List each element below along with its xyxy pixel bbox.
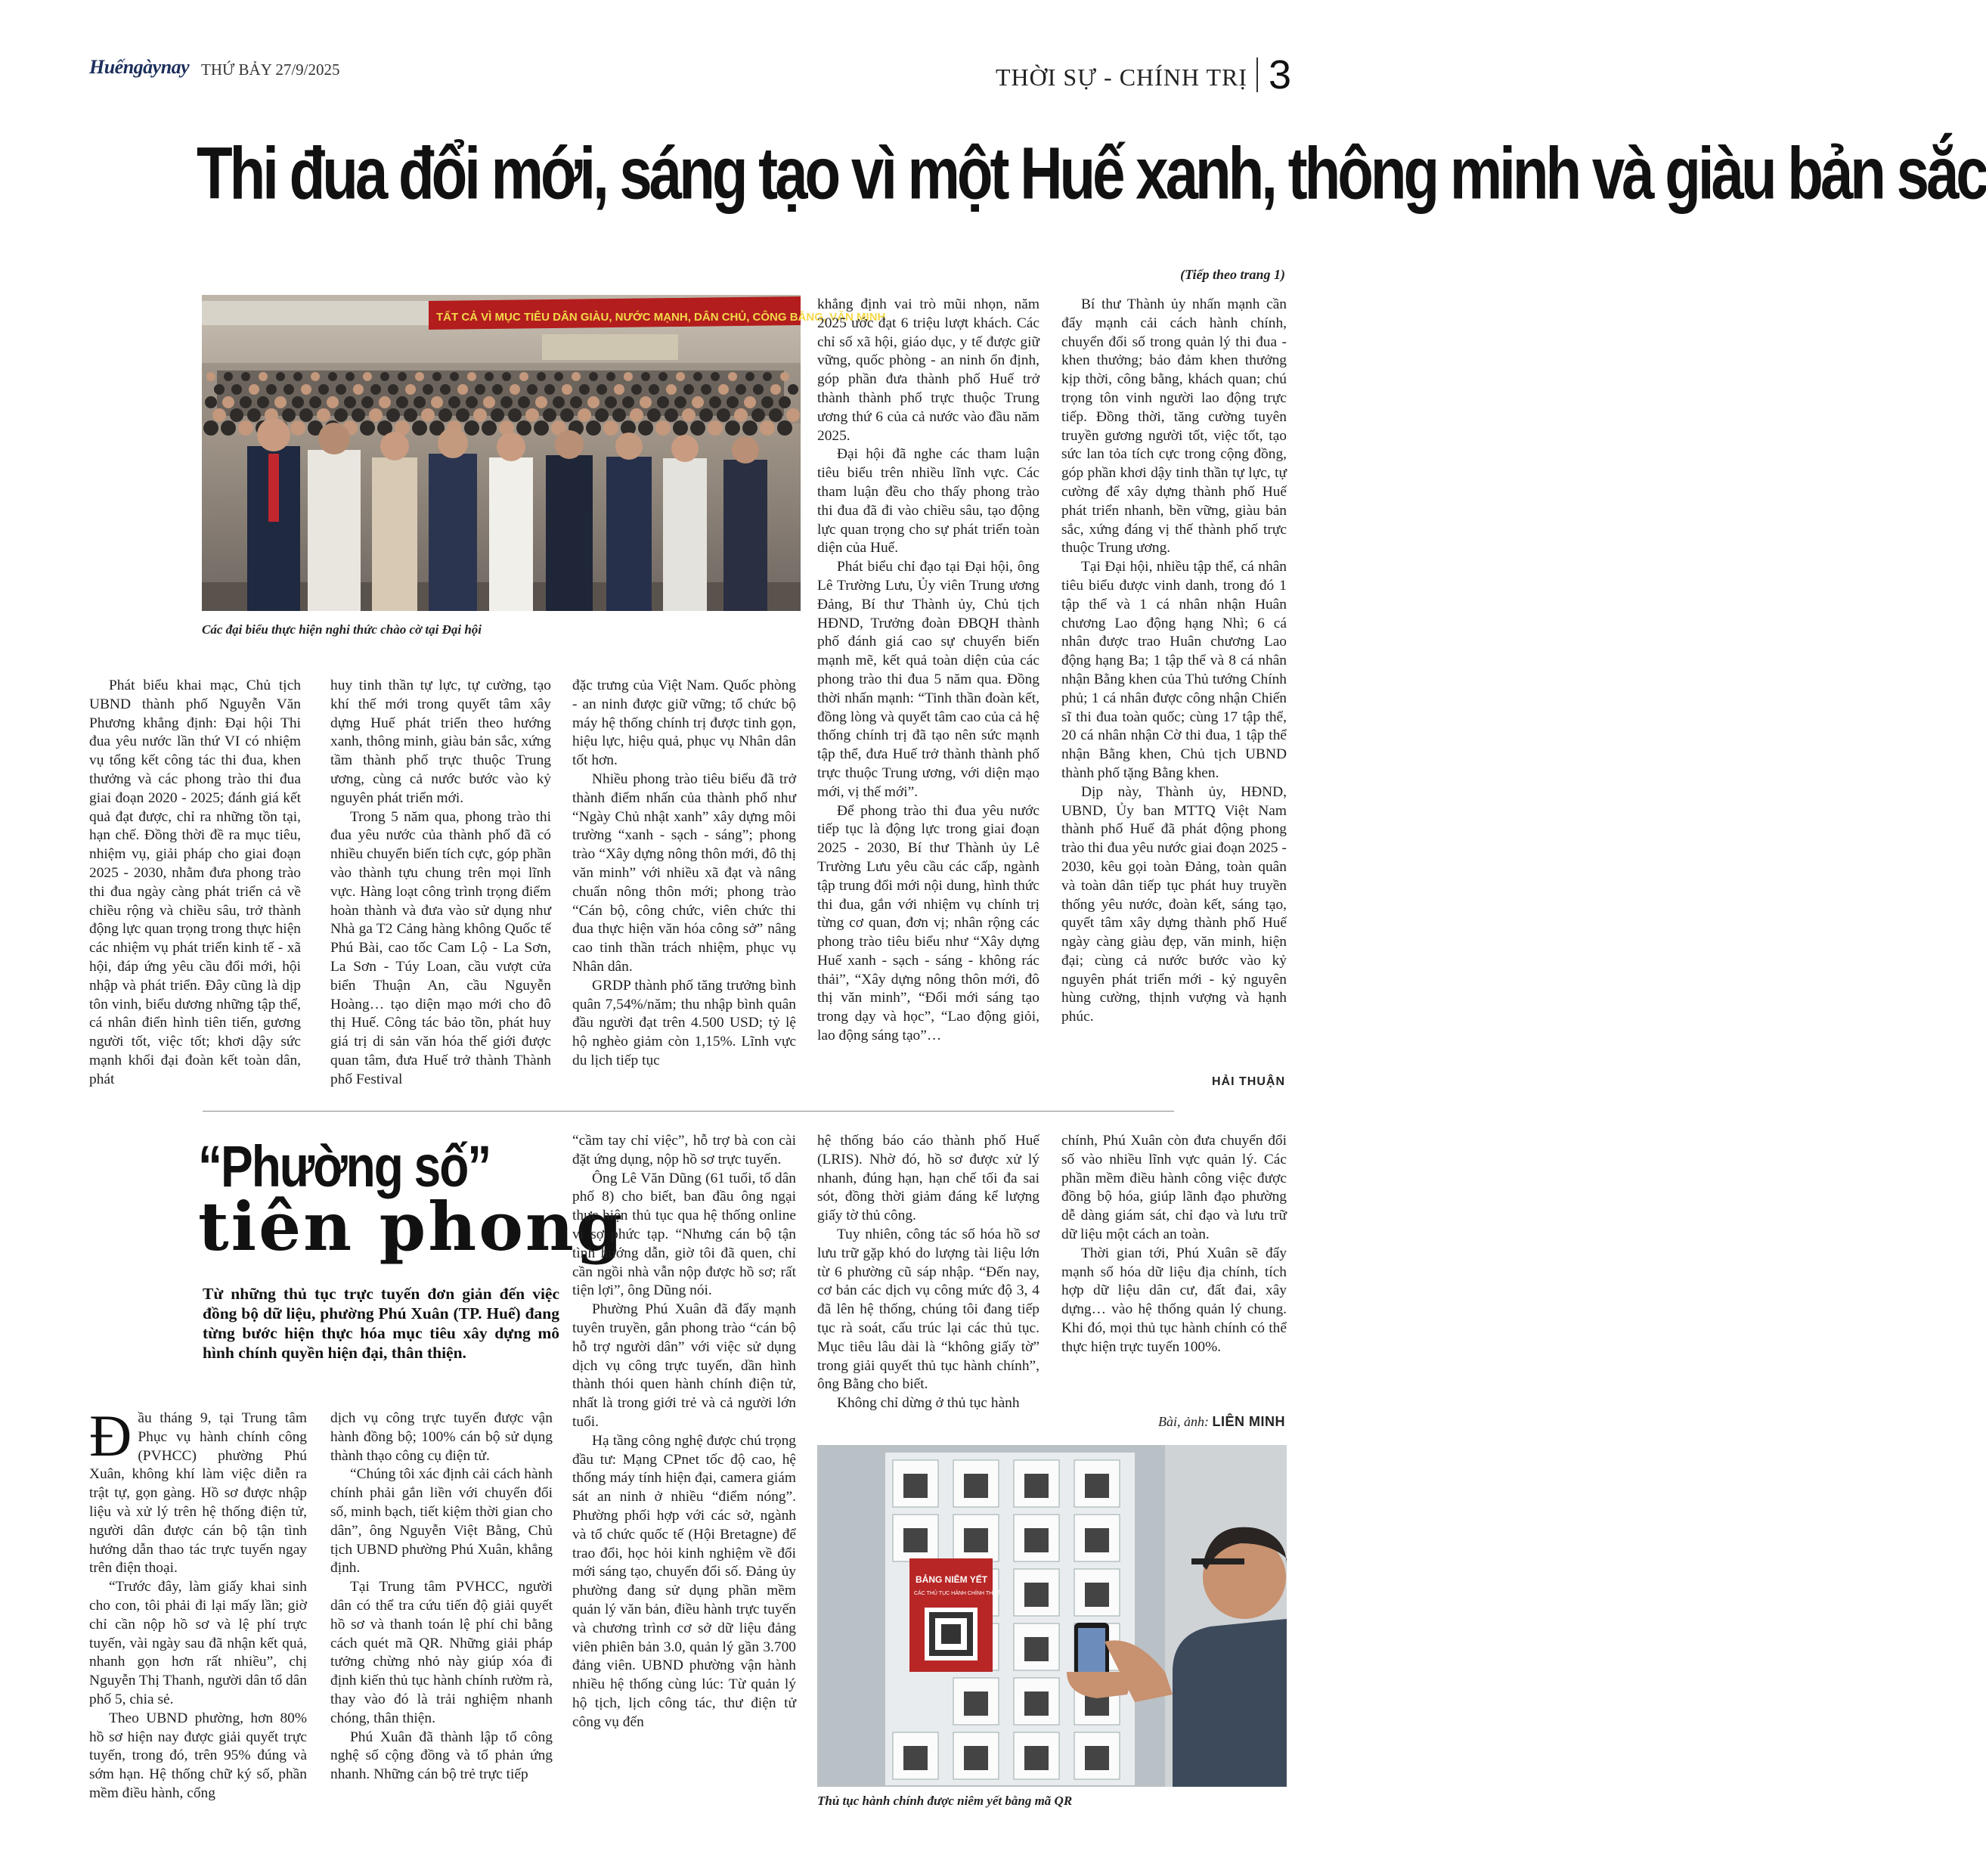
crowd-figure [301, 384, 311, 395]
qr-board-photo-caption: Thủ tục hành chính được niêm yết bằng mã QR [817, 1794, 1073, 1808]
story1-column-2 [330, 677, 551, 1090]
crowd-figure [336, 384, 346, 395]
paragraph: Hạ tầng công nghệ được chú trọng đầu tư: Mạng CPnet tốc độ cao, hệ thống máy tính hiện đại, camera giám sát an ninh ở nhiều “điểm nóng”. Phường phối hợp với các sở, ngành và tổ chức quốc tế (Hội Bretagne) để trao đổi, học hỏi kinh nghiệm về đổi mới sáng tạo, chuyển đổi số. Đảng ủy phường đang sử dụng phần mềm quản lý văn bản, điều hành trực tuyến và chương trình cơ sở dữ liệu đảng viên phiên bản 3.0, quản lý gần 3.700 đảng viên. UBND phường vận hành nhiều hệ thống cùng lúc: Từ quản lý hộ tịch, lịch công tác, thư điện tử công vụ đến [572, 1432, 796, 1730]
ceremony-photo [202, 295, 886, 611]
crowd-figure [727, 396, 739, 408]
story1-byline: HẢI THUẬN [1212, 1075, 1285, 1088]
crowd-figure [450, 372, 459, 381]
crowd-figure [241, 372, 250, 381]
crowd-figure [535, 396, 547, 408]
crowd-figure [386, 408, 400, 422]
crowd-figure [751, 408, 765, 422]
crowd-figure [554, 372, 563, 381]
crowd-figure [360, 420, 375, 436]
crowd-figure [485, 372, 494, 381]
crowd-figure [641, 372, 650, 381]
qr-code [1024, 1637, 1049, 1661]
crowd-figure [586, 420, 601, 436]
crowd-figure [640, 396, 652, 408]
crowd-figure [622, 396, 634, 408]
crowd-figure [290, 420, 305, 436]
story2-column-5 [1061, 1132, 1287, 1357]
issue-date: THỨ BẢY 27/9/2025 [201, 60, 340, 79]
story2-column-4 [817, 1132, 1039, 1413]
crowd-figure [370, 384, 381, 395]
crowd-figure [606, 372, 615, 381]
qr-code [1085, 1474, 1109, 1498]
crowd-figure [212, 408, 226, 422]
crowd-figure [421, 408, 435, 422]
crowd-figure [456, 408, 469, 422]
newspaper-logo: Huếngàynay [89, 56, 190, 78]
paragraph: Theo UBND phường, hơn 80% hồ sơ hiện nay được giải quyết trực tuyến, trong đó, trên 95% đúng và sớm hạn. Hệ thống chữ ký số, phần mềm điều hành, cổng [89, 1710, 307, 1801]
crowd-figure [560, 408, 574, 422]
qr-code [1085, 1746, 1109, 1770]
qr-code [1024, 1528, 1049, 1552]
paragraph: ầu tháng 9, tại Trung tâm Phục vụ hành chính công (PVHCC) phường Phú Xuân, không khí làm việc diễn ra trật tự, gọn gàng. Hồ sơ được nhập liệu và xử lý trên hệ thống điện tử, người dân được cán bộ tận tình hướng dẫn thao tác trực tuyến ngay trên điện thoại. [89, 1410, 307, 1577]
qr-code [964, 1692, 988, 1716]
crowd-figure [457, 384, 468, 395]
crowd-figure [363, 372, 372, 381]
paragraph: “Chúng tôi xác định cải cách hành chính phải gắn liền với chuyển đổi số, minh bạch, tiết kiệm thời gian cho dân”, ông Nguyễn Việt Bằng, Chủ tịch UBND phường Phú Xuân, khẳng định. [330, 1466, 553, 1577]
crowd-figure [734, 408, 748, 422]
paragraph: Trong 5 năm qua, phong trào thi đua yêu nước của thành phố đã có nhiều chuyển biến tích cực, góp phần vào thành tựu chung trên mọi lĩnh vực. Hàng loạt công trình trọng điểm hoàn thành và đưa vào sử dụng như Nhà ga T2 Cảng hàng không Quốc tế Phú Bài, cao tốc Cam Lộ - La Sơn, La Sơn - Túy Loan, cầu vượt cửa biển Thuận An, cầu Nguyễn Hoàng… tạo diện mạo mới cho đô thị Huế. Công tác bảo tồn, phát huy giá trị di sản văn hóa thế giới được quan tâm, đưa Huế trở thành Thành phố Festival [330, 808, 551, 1087]
crowd-figure [508, 408, 522, 422]
story1-column-1 [89, 677, 301, 1090]
crowd-figure [570, 396, 582, 408]
qr-code [964, 1474, 988, 1498]
story1-column-5 [1061, 296, 1287, 1027]
crowd-figure [603, 420, 618, 436]
crowd-figure [624, 372, 633, 381]
paragraph: Tuy nhiên, công tác số hóa hồ sơ lưu trữ gặp khó do lượng tài liệu lớn từ 6 phường cũ sáp nhập. “Đến nay, cơ bản các dịch vụ công mức độ 3, 4 đã lên hệ thống, chúng tôi đang tiếp tục rà soát, cấu trúc lại các thủ tục. Mục tiêu lâu dài là “không giấy tờ” trong giải quyết thủ tục hành chính”, ông Bằng cho biết. [817, 1226, 1039, 1393]
crowd-figure [203, 420, 218, 436]
crowd-figure [711, 372, 720, 381]
story2-kicker: “Phường số” [198, 1133, 491, 1199]
photo-banner-text: TẤT CẢ VÌ MỤC TIÊU DÂN GIÀU, NƯỚC MẠNH, DÂN CHỦ, CÔNG BẰNG, VĂN MINH [436, 311, 886, 324]
crowd-figure [673, 420, 688, 436]
crowd-figure [525, 408, 539, 422]
crowd-figure [438, 408, 452, 422]
crowd-figure [257, 396, 269, 408]
crowd-figure [596, 384, 607, 395]
story2-byline [1158, 1414, 1285, 1430]
crowd-figure [473, 408, 487, 422]
crowd-figure [753, 384, 764, 395]
paragraph: Tại Trung tâm PVHCC, người dân có thể tra cứu tiến độ giải quyết hồ sơ và thanh toán lệ phí chỉ bằng cách quét mã QR. Những giải pháp tưởng chừng nhỏ này giúp xóa đi định kiến thủ tục hành chính rườm rà, thay vào đó là trải nghiệm nhanh chóng, thân thiện. [330, 1579, 553, 1726]
crowd-figure [230, 408, 243, 422]
crowd-figure [760, 420, 775, 436]
crowd-figure [328, 372, 337, 381]
paragraph: Dịp này, Thành ủy, HĐND, UBND, Ủy ban MTTQ Việt Nam thành phố Huế đã phát động phong trào thi đua yêu nước giai đoạn 2025 - 2030, kêu gọi toàn Đảng, toàn quân và toàn dân tiếp tục phát huy truyền thống yêu nước, đoàn kết, sáng tạo, quyết tâm xây dựng thành phố Huế ngày càng giàu đẹp, văn minh, hiện đại; cùng cả nước bước vào kỷ nguyên phát triển mới - kỷ nguyên hùng cường, thịnh vượng và hạnh phúc. [1061, 783, 1287, 1025]
crowd-figure [725, 420, 740, 436]
crowd-figure [543, 408, 556, 422]
paragraph: khẳng định vai trò mũi nhọn, năm 2025 ước đạt 6 triệu lượt khách. Các chỉ số xã hội, giáo dục, y tế được giữ vững, quốc phòng - an ninh ổn định, góp phần đưa thành phố Huế trở thành thành phố trực thuộc Trung ương thứ 6 của cả nước vào đầu năm 2025. [817, 296, 1039, 444]
qr-code [903, 1474, 928, 1498]
crowd-figure [221, 420, 236, 436]
crowd-figure [595, 408, 609, 422]
crowd-figure [587, 396, 600, 408]
crowd-figure [562, 384, 572, 395]
crowd-figure [630, 408, 643, 422]
crowd-figure [404, 408, 417, 422]
paragraph: “Trước đây, làm giấy khai sinh cho con, tôi phải đi lại mấy lần; giờ chỉ cần nộp hồ sơ và lệ phí trực tuyến, vài ngày sau đã nhận kết quả, nhanh gọn hơn rất nhiều”, chị Nguyễn Thị Thanh, người dân tổ dân phố 5, chia sẻ. [89, 1579, 307, 1707]
crowd-figure [475, 384, 485, 395]
continued-from-note: (Tiếp theo trang 1) [1180, 267, 1285, 282]
board-title: BẢNG NIÊM YẾT [916, 1574, 988, 1585]
crowd-figure [676, 372, 685, 381]
crowd-figure [448, 396, 460, 408]
paragraph: “cầm tay chỉ việc”, hỗ trợ bà con cài đặt ứng dụng, nộp hồ sơ trực tuyến. [572, 1133, 796, 1167]
crowd-figure [742, 420, 758, 436]
crowd-figure [692, 396, 704, 408]
crowd-figure [779, 396, 791, 408]
crowd-figure [736, 384, 746, 395]
crowd-figure [500, 396, 513, 408]
story2-column-3 [572, 1132, 796, 1732]
paragraph: Thời gian tới, Phú Xuân sẽ đẩy mạnh số hóa dữ liệu địa chính, tích hợp dữ liệu dân cư, đất đai, xây dựng… vào hệ thống quản lý chung. Khi đó, mọi thủ tục hành chính có thể thực hiện trực tuyến 100%. [1061, 1245, 1287, 1355]
qr-code [903, 1746, 928, 1770]
paragraph: Phú Xuân đã thành lập tổ công nghệ số cộng đồng và tổ phản ứng nhanh. Những cán bộ trẻ trực tiếp [330, 1729, 553, 1783]
board-subtitle: CÁC THỦ TỤC HÀNH CHÍNH THUẾ [914, 1591, 1000, 1596]
crowd-figure [380, 372, 389, 381]
crowd-figure [466, 396, 478, 408]
crowd-figure [657, 396, 669, 408]
paragraph: Nhiều phong trào tiêu biểu đã trở thành điểm nhấn của thành phố như “Ngày Chủ nhật xanh” xây dựng môi trường “xanh - sạch - sáng”; phong trào “Xây dựng nông thôn mới, đô thị văn minh” với nhiều xã đạt và nâng chuẩn nông thôn mới; phong trào “Cán bộ, công chức, viên chức thi đua thực hiện văn hóa công sở” nâng cao tinh thần trách nhiệm, phục vụ Nhân dân. [572, 771, 796, 975]
crowd-figure [780, 372, 789, 381]
crowd-figure [693, 372, 702, 381]
paragraph: Phát biểu khai mạc, Chủ tịch UBND thành phố Nguyễn Văn Phương khẳng định: Đại hội Thi đua yêu nước lần thứ VI có nhiệm vụ tổng kết công tác thi đua, khen thưởng và các phong trào thi đua giai đoạn 2020 - 2025; đánh giá kết quả đạt được, chỉ ra những tồn tại, hạn chế. Đồng thời đề ra mục tiêu, nhiệm vụ, giải pháp cho giai đoạn 2025 - 2030, nhằm đưa phong trào thi đua ngày càng phát triển cả về chiều rộng và chiều sâu, trở thành động lực quan trọng trong thực hiện các nhiệm vụ phát triển kinh tế - xã hội, đáp ứng yêu cầu đổi mới, hội nhập và phát triển. Đây cũng là dịp tôn vinh, biểu dương những tập thể, cá nhân điển hình tiên tiến, gương người tốt, việc tốt; khơi dậy sức mạnh khối đại đoàn kết toàn dân, phát [89, 678, 301, 1087]
crowd-figure [205, 396, 217, 408]
qr-code [1024, 1474, 1049, 1498]
crowd-figure [492, 384, 503, 395]
crowd-figure [763, 372, 772, 381]
crowd-figure [770, 384, 781, 395]
crowd-figure [240, 396, 252, 408]
crowd-figure [414, 396, 426, 408]
byline-prefix: Bài, ảnh: [1158, 1414, 1213, 1429]
crowd-figure [690, 420, 705, 436]
crowd-figure [361, 396, 373, 408]
paragraph: Bí thư Thành ủy nhấn mạnh cần đẩy mạnh cải cách hành chính, chuyển đổi số trong quản lý thi đua - khen thưởng; bảo đảm khen thưởng kịp thời, công bằng, khách quan; chú trọng tôn vinh người lao động trực tiếp. Đồng thời, tăng cường tuyên truyền gương người tốt, việc tốt, tạo sức lan tỏa tích cực trong cộng đồng, góp phần khơi dậy tinh thần tự lực, tự cường để xây dựng thành phố Huế phát triển nhanh, bền vững, giàu bản sắc, xứng đáng vị thế thành phố trực thuộc Trung ương. [1061, 296, 1287, 557]
crowd-figure [259, 372, 268, 381]
story2-title: tiên phong [198, 1187, 625, 1266]
crowd-figure [353, 384, 364, 395]
crowd-figure [432, 372, 442, 381]
crowd-figure [516, 420, 531, 436]
paragraph: Đại hội đã nghe các tham luận tiêu biểu trên nhiều lĩnh vực. Các tham luận đều cho thấy phong trào thi đua đã đi vào chiều sâu, tạo động lực quan trọng cho sự phát triển toàn diện của Huế. [817, 446, 1039, 557]
crowd-figure [638, 420, 653, 436]
qr-code [1024, 1583, 1049, 1607]
crowd-figure [405, 384, 416, 395]
crowd-figure [518, 396, 530, 408]
crowd-figure [647, 408, 661, 422]
paragraph: Để phong trào thi đua yêu nước tiếp tục là động lực trong giai đoạn 2025 - 2030, Bí thư Thành ủy Lê Trường Lưu yêu cầu các cấp, ngành tập trung đổi mới nội dung, hình thức thi đua, gắn với nhiệm vụ chính trị từng cơ quan, đơn vị; nhân rộng các phong trào tiêu biểu như “Xây dựng Huế xanh - sạch - sáng - không rác thải”, “Xây dựng nông thôn mới, đô thị văn minh”, “Đổi mới sáng tạo trong dạy và học”, “Lao động giỏi, lao động sáng tạo”… [817, 802, 1039, 1044]
qr-code [1085, 1528, 1109, 1552]
qr-board-photo [817, 1445, 1287, 1787]
crowd-figure [519, 372, 528, 381]
crowd-figure [276, 372, 285, 381]
crowd-figure [578, 408, 591, 422]
crowd-figure [510, 384, 520, 395]
crowd-figure [369, 408, 383, 422]
section-title: THỜI SỰ - CHÍNH TRỊ [996, 64, 1247, 91]
paragraph: huy tinh thần tự lực, tự cường, tạo khí thế mới trong quyết tâm xây dựng Huế phát triển theo hướng xanh, thông minh, giàu bản sắc, xứng tầm thành phố trực thuộc Trung ương, cùng cả nước bước vào kỷ nguyên phát triển mới. [330, 678, 551, 806]
crowd-figure [431, 396, 443, 408]
crowd-figure [537, 372, 546, 381]
paragraph: hệ thống báo cáo thành phố Huế (LRIS). Nhờ đó, hồ sơ được xử lý nhanh, đúng hạn, hạn chế tối đa sai sót, đồng thời giảm đáng kể lượng giấy tờ thủ công. [817, 1133, 1039, 1224]
crowd-figure [612, 408, 626, 422]
drop-cap: Đ [89, 1403, 132, 1468]
crowd-figure [614, 384, 624, 395]
crowd-figure [206, 372, 215, 381]
crowd-figure [744, 396, 756, 408]
crowd-figure [317, 408, 330, 422]
qr-code [1024, 1692, 1049, 1716]
story2-column-2 [330, 1409, 553, 1785]
byline-name: LIÊN MINH [1212, 1414, 1285, 1429]
crowd-figure [658, 372, 668, 381]
ceremony-photo-caption: Các đại biểu thực hiện nghi thức chào cờ tại Đại hội [202, 622, 482, 637]
crowd-figure [292, 396, 304, 408]
crowd-figure [318, 384, 329, 395]
crowd-figure [728, 372, 737, 381]
crowd-figure [412, 420, 427, 436]
qr-code [1024, 1746, 1049, 1770]
crowd-figure [701, 384, 711, 395]
story1-column-3 [572, 677, 796, 1071]
crowd-figure [282, 408, 296, 422]
qr-code [964, 1528, 988, 1552]
crowd-figure [631, 384, 642, 395]
crowd-figure [238, 420, 253, 436]
crowd-figure [655, 420, 671, 436]
crowd-figure [293, 372, 302, 381]
crowd-figure [666, 384, 677, 395]
crowd-figure [396, 396, 408, 408]
crowd-figure [388, 384, 398, 395]
crowd-figure [553, 396, 565, 408]
crowd-figure [231, 384, 242, 395]
paragraph: Tại Đại hội, nhiều tập thể, cá nhân tiêu biểu được vinh danh, trong đó 1 tập thể và 1 cá nhân nhận Huân chương Lao động hạng Nhì; 6 cá nhân được trao Huân chương Lao động hạng Ba; 1 tập thể và 8 cá nhân nhận Bằng khen của Thủ tướng Chính phủ; 1 cá nhân được công nhận Chiến sĩ thi đua toàn quốc; cùng 17 tập thể, 20 cá nhân nhận Cờ thi đua, 1 tập thể nhận Bằng khen, Chủ tịch UBND thành phố tặng Bằng khen. [1061, 559, 1287, 781]
story2-column-1 [89, 1403, 307, 1803]
paragraph: Không chỉ dừng ở thủ tục hành [837, 1395, 1020, 1412]
qr-code [1085, 1583, 1109, 1607]
crowd-figure [379, 396, 391, 408]
crowd-figure [274, 396, 287, 408]
crowd-figure [649, 384, 659, 395]
crowd-figure [745, 372, 754, 381]
crowd-figure [415, 372, 424, 381]
crowd-figure [266, 384, 277, 395]
crowd-figure [334, 408, 348, 422]
story1-column-4 [817, 296, 1039, 1046]
crowd-figure [674, 396, 686, 408]
crowd-figure [572, 372, 581, 381]
paragraph: Ông Lê Văn Dũng (61 tuổi, tổ dân phố 8) cho biết, ban đầu ông ngại thực hiện thủ tục qua hệ thống online vì sợ phức tạp. “Nhưng cán bộ tận tình hướng dẫn, giờ tôi đã quen, chỉ cần ngồi nhà vẫn nộp được hồ sơ; rất tiện lợi”, ông Dũng nói. [572, 1170, 796, 1299]
paragraph: dịch vụ công trực tuyến được vận hành đồng bộ; 100% cán bộ sử dụng thành thạo công cụ điện tử. [330, 1410, 553, 1464]
crowd-figure [761, 396, 773, 408]
masthead-divider [1256, 57, 1258, 92]
crowd-figure [309, 396, 321, 408]
crowd-figure [398, 372, 407, 381]
crowd-figure [708, 420, 723, 436]
qr-code [964, 1746, 988, 1770]
paragraph: chính, Phú Xuân còn đưa chuyển đổi số vào nhiều lĩnh vực quản lý. Các phần mềm điều hành công việc được đồng bộ hóa, giúp lãnh đạo phường dễ dàng giám sát, chỉ đạo và lưu trữ dữ liệu một cách an toàn. [1061, 1133, 1287, 1242]
qr-code [903, 1528, 928, 1552]
crowd-figure [467, 372, 476, 381]
crowd-figure [605, 396, 617, 408]
crowd-figure [249, 384, 259, 395]
story2-lead: Từ những thủ tục trực tuyến đơn giản đến việc đồng bộ dữ liệu, phường Phú Xuân (TP. Huế) đang từng bước hiện thực hóa mục tiêu xây dựng mô hình chính quyền hiện đại, thân thiện. [203, 1285, 559, 1362]
paragraph: Phường Phú Xuân đã đẩy mạnh tuyên truyền, gắn phong trào “cán bộ hỗ trợ người dân” với việc sử dụng dịch vụ công trực tuyến, dần hình thành thói quen hành chính điện tử, nhất là trong giới trẻ và cả người lớn tuổi. [572, 1301, 796, 1430]
crowd-figure [718, 384, 729, 395]
crowd-figure [717, 408, 730, 422]
crowd-figure [344, 396, 356, 408]
crowd-figure [579, 384, 590, 395]
story-divider [203, 1111, 1174, 1112]
crowd-figure [502, 372, 511, 381]
crowd-figure [699, 408, 713, 422]
crowd-figure [709, 396, 721, 408]
crowd-figure [327, 396, 339, 408]
crowd-figure [777, 420, 792, 436]
crowd-figure [440, 384, 451, 395]
crowd-figure [491, 408, 504, 422]
crowd-figure [299, 408, 313, 422]
masthead [89, 52, 1291, 98]
crowd-figure [283, 384, 294, 395]
crowd-figure [247, 408, 261, 422]
paragraph: Phát biểu chỉ đạo tại Đại hội, ông Lê Trường Lưu, Ủy viên Trung ương Đảng, Bí thư Thành ủy, Chủ tịch HĐND, Trưởng đoàn ĐBQH thành phố đánh giá cao sự chuyển biến mạnh mẽ, kết quả toàn diện của các phong trào thi đua 5 năm qua. Đồng thời nhấn mạnh: “Tinh thần đoàn kết, đồng lòng và quyết tâm cao của cả hệ thống chính trị đã tạo nên sức mạnh tập thể, đưa Huế trở thành thành phố trực thuộc Trung ương, với diện mạo mới, vị thế mới”. [817, 559, 1039, 800]
crowd-figure [214, 384, 225, 395]
crowd-figure [464, 420, 479, 436]
crowd-figure [482, 420, 497, 436]
crowd-figure [544, 384, 555, 395]
paragraph: đặc trưng của Việt Nam. Quốc phòng - an ninh được giữ vững; tổ chức bộ máy hệ thống chính trị được tinh gọn, hiệu lực, hiệu quả, phục vụ Nhân dân tốt hơn. [572, 678, 796, 769]
crowd-figure [527, 384, 538, 395]
crowd-figure [682, 408, 696, 422]
crowd-figure [683, 384, 694, 395]
crowd-figure [345, 372, 355, 381]
crowd-figure [665, 408, 678, 422]
crowd-figure [534, 420, 549, 436]
paragraph: GRDP thành phố tăng trưởng bình quân 7,54%/năm; thu nhập bình quân đầu người đạt trên 4.500 USD; tỷ lệ hộ nghèo giảm còn 1,15%. Lĩnh vực du lịch tiếp tục [572, 977, 796, 1068]
crowd-figure [788, 384, 798, 395]
crowd-figure [311, 372, 320, 381]
crowd-figure [224, 372, 233, 381]
crowd-figure [769, 408, 782, 422]
crowd-figure [483, 396, 495, 408]
page-number: 3 [1268, 52, 1291, 98]
crowd-figure [352, 408, 365, 422]
crowd-figure [786, 408, 800, 422]
story1-headline: Thi đua đổi mới, sáng tạo vì một Huế xanh, thông minh và giàu bản sắc [197, 131, 1986, 215]
crowd-figure [423, 384, 433, 395]
crowd-figure [222, 396, 234, 408]
crowd-figure [589, 372, 598, 381]
